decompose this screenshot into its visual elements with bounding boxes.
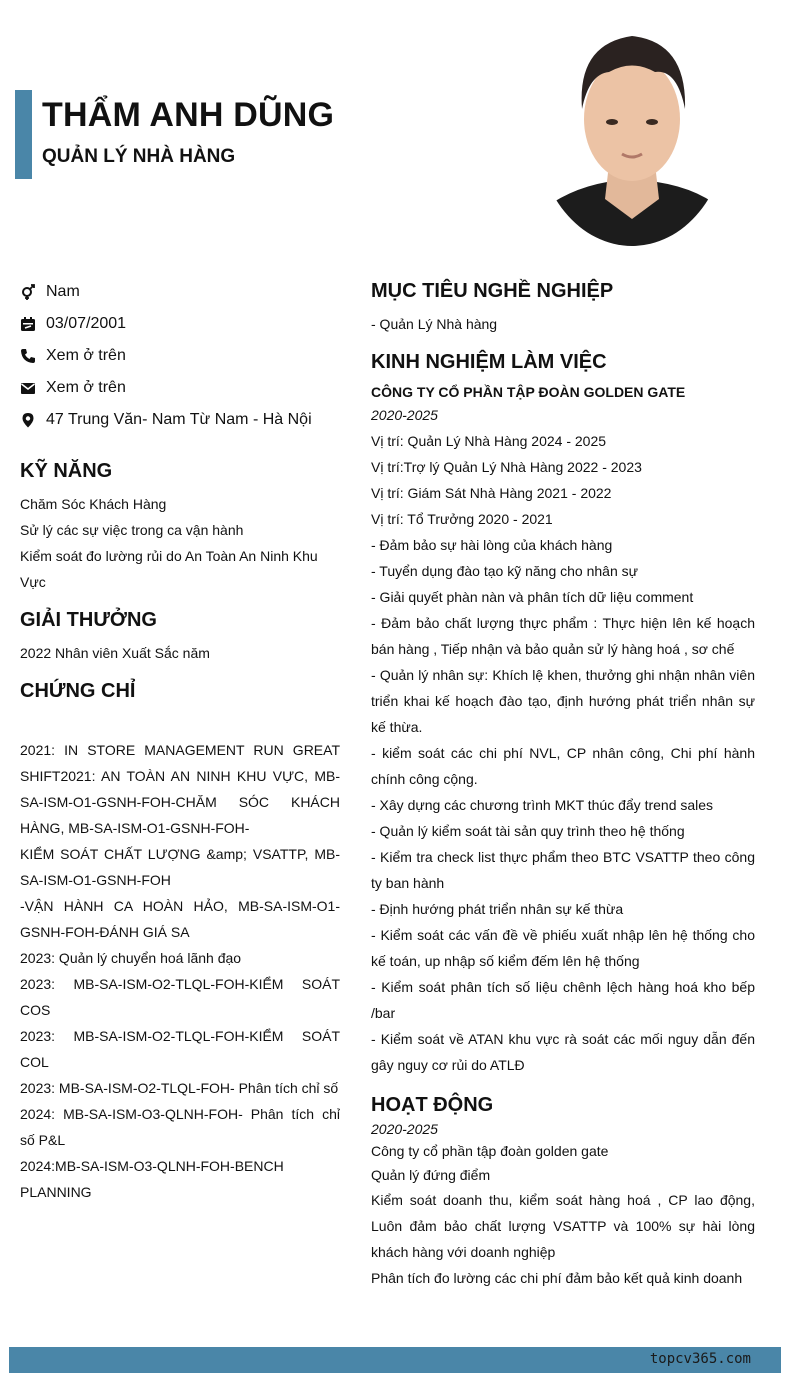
activities-heading: HOẠT ĐỘNG [371,1094,494,1116]
experience-line: - Xây dựng các chương trình MKT thúc đẩy trend sales [371,797,714,813]
experience-line: - Quản lý nhân sự: Khích lệ khen, thưởng ghi nhận nhân viên triển khai kế hoạch đào tạo, định hướng phát triển nhân sự kế thừa. [371,667,755,735]
experience-line: - Quản lý kiểm soát tài sản quy trình theo hệ thống [371,823,685,839]
footer-brand: topcv365.com [649,1351,751,1367]
award-item: 2022 Nhân viên Xuất Sắc năm [20,645,210,661]
certificate-item: 2021: IN STORE MANAGEMENT RUN GREAT SHIFT2021: AN TOÀN AN NINH KHU VỰC, MB-SA-ISM-O1-GSNH-FOH-CHĂM SÓC KHÁCH HÀNG, MB-SA-ISM-O1-GSNH-FOH- [20,742,340,836]
calendar-icon [20,316,36,332]
contact-address [20,404,340,436]
activity-line: Kiểm soát doanh thu, kiểm soát hàng hoá , CP lao động, Luôn đảm bảo chất lượng VSATTP và 100% sự hài lòng khách hàng với doanh nghiệp [371,1192,755,1260]
certificate-item: 2023: MB-SA-ISM-O2-TLQL-FOH- Phân tích chỉ số [20,1080,339,1096]
gender-value: Nam [46,283,80,300]
skills-heading: KỸ NĂNG [20,460,113,482]
activity-line: Phân tích đo lường các chi phí đảm bảo kết quả kinh doanh [371,1270,743,1286]
certificate-item: 2023: MB-SA-ISM-O2-TLQL-FOH-KIỂM SOÁT COL [20,1028,340,1070]
skill-item: Sử lý các sự việc trong ca vận hành [20,522,244,538]
experience-line: - Đảm bảo sự hài lòng của khách hàng [371,537,613,553]
experience-line: - Định hướng phát triển nhân sự kế thừa [371,901,624,917]
envelope-icon [20,380,36,396]
certificates-list [20,737,340,1205]
activities-period: 2020-2025 [371,1121,438,1137]
contact-phone [20,340,340,372]
dob-value: 03/07/2001 [46,315,127,332]
experience-line: - Kiểm soát các vấn đề về phiếu xuất nhập lên hệ thống cho kế toán, up nhập số kiểm đếm lên hệ thống [371,927,755,969]
certificate-item: KIỂM SOÁT CHẤT LƯỢNG &amp; VSATTP, MB-SA-ISM-O1-GSNH-FOH [20,846,340,888]
phone-icon [20,348,36,364]
skills-list [20,491,340,595]
skill-item: Chăm Sóc Khách Hàng [20,496,167,512]
experience-line: - Kiểm soát về ATAN khu vực rà soát các mối nguy dẫn đến gây nguy cơ rủi do ATLĐ [371,1031,755,1073]
header-accent-bar [15,90,32,179]
email-value: Xem ở trên [46,379,126,396]
contact-dob [20,308,340,340]
experience-lines [371,428,755,1078]
skill-item: Kiểm soát đo lường rủi do An Toàn An Ninh Khu Vực [20,548,318,590]
activity-line: Công ty cổ phần tập đoàn golden gate [371,1143,609,1159]
experience-company: CÔNG TY CỔ PHẦN TẬP ĐOÀN GOLDEN GATE [371,384,686,400]
certificates-heading: CHỨNG CHỈ [20,680,136,702]
certificate-item: 2023: Quản lý chuyển hoá lãnh đạo [20,950,242,966]
gender-icon [20,284,36,300]
experience-line: - Kiểm tra check list thực phẩm theo BTC VSATTP theo công ty ban hành [371,849,755,891]
experience-line: - Kiểm soát phân tích số liệu chênh lệch hàng hoá kho bếp /bar [371,979,755,1021]
experience-line: - Tuyển dụng đào tạo kỹ năng cho nhân sự [371,563,639,579]
experience-period: 2020-2025 [371,407,438,423]
candidate-name: THẨM ANH DŨNG [42,96,335,134]
awards-heading: GIẢI THƯỞNG [20,609,157,631]
left-column [20,276,340,1205]
phone-value: Xem ở trên [46,347,126,364]
contact-email [20,372,340,404]
address-value: 47 Trung Văn- Nam Từ Nam - Hà Nội [46,411,312,428]
experience-line: Vị trí: Quản Lý Nhà Hàng 2024 - 2025 [371,433,607,449]
certificate-item: 2024: MB-SA-ISM-O3-QLNH-FOH- Phân tích chỉ số P&L [20,1106,340,1148]
objective-text: - Quản Lý Nhà hàng [371,316,498,332]
certificate-item: 2024:MB-SA-ISM-O3-QLNH-FOH-BENCH PLANNING [20,1158,284,1200]
experience-line: - Giải quyết phàn nàn và phân tích dữ liệu comment [371,589,694,605]
certificate-item: 2023: MB-SA-ISM-O2-TLQL-FOH-KIỂM SOÁT COS [20,976,340,1018]
avatar [537,14,727,246]
objective-heading: MỤC TIÊU NGHỀ NGHIỆP [371,280,614,302]
footer-bar [9,1347,781,1373]
experience-line: - Đảm bảo chất lượng thực phẩm : Thực hiện lên kế hoạch bán hàng , Tiếp nhận và bảo quản sử lý hàng hoá , sơ chế [371,615,755,657]
job-title: QUẢN LÝ NHÀ HÀNG [42,146,236,167]
activity-line: Quản lý đứng điểm [371,1167,491,1183]
experience-line: Vị trí: Giám Sát Nhà Hàng 2021 - 2022 [371,485,612,501]
location-pin-icon [20,412,36,428]
right-column [371,280,755,1291]
certificate-item: -VẬN HÀNH CA HOÀN HẢO, MB-SA-ISM-O1-GSNH-FOH-ĐÁNH GIÁ SA [20,898,340,940]
experience-heading: KINH NGHIỆM LÀM VIỆC [371,351,607,373]
experience-line: Vị trí:Trợ lý Quản Lý Nhà Hàng 2022 - 2023 [371,459,642,475]
experience-line: Vị trí: Tổ Trưởng 2020 - 2021 [371,511,553,527]
experience-line: - kiểm soát các chi phí NVL, CP nhân công, Chi phí hành chính công cộng. [371,745,755,787]
contact-gender [20,276,340,308]
